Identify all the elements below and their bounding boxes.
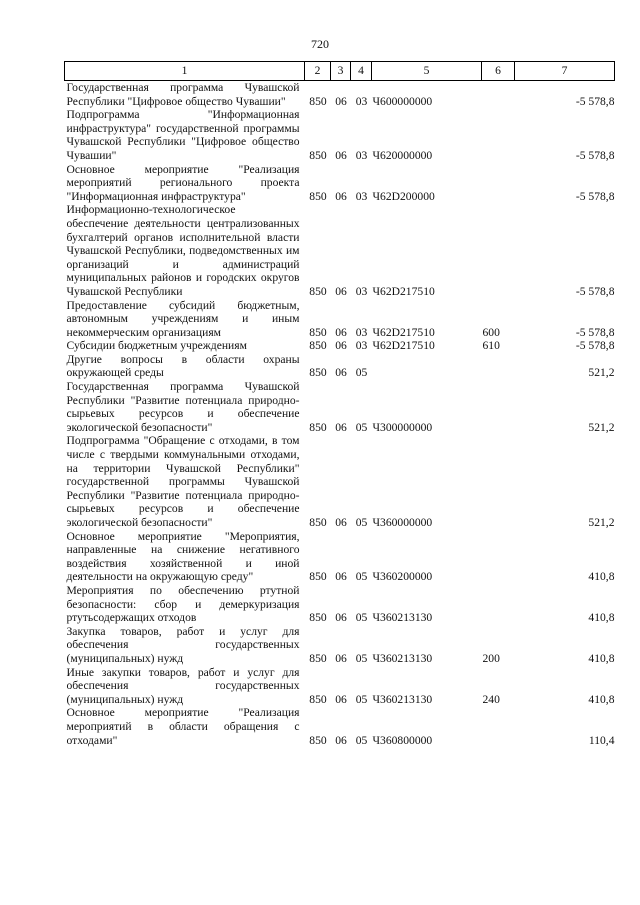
row-section-cell: 06 [335,339,347,353]
row-code-cell: Ч62D217510 [372,325,435,339]
row-sum-cell: 410,8 [588,570,615,584]
budget-table [64,61,615,747]
table-row [65,706,615,747]
row-sum-cell: -5 578,8 [575,148,615,162]
table-row [65,108,615,162]
row-name-cell: Основное мероприятие "Мероприятия, направленные на снижение негативного воздействия хозяйственной и иной деятельности на окружающую среду" [66,529,300,584]
row-grbs-cell: 850 [309,516,327,529]
row-subsection-cell: 05 [355,692,368,706]
row-section-cell: 06 [335,148,347,162]
row-section-cell: 06 [335,366,347,380]
row-code-cell: Ч360800000 [372,733,433,747]
row-expense-type-cell [482,584,515,625]
row-section-cell: 06 [335,189,347,203]
row-grbs-cell: 850 [309,611,327,625]
header-col-2: 2 [305,62,331,81]
row-section-cell: 06 [335,651,347,665]
row-code-cell: Ч62D217510 [372,284,435,298]
row-expense-type-cell: 200 [482,651,500,665]
table-row [65,434,615,529]
row-code-cell: Ч360213130 [372,651,433,665]
row-name-cell: Мероприятия по обеспечению ртутной безопасности: сбор и демеркуризация ртутьсодержащих отходов [66,583,300,625]
header-col-4: 4 [351,62,372,81]
row-subsection-cell: 05 [355,733,368,747]
row-subsection-cell: 05 [355,366,368,380]
row-name-cell: Государственная программа Чувашской Республики "Развитие потенциала природно-сырьевых ресурсов и обеспечение экологической безопасности" [66,380,300,434]
row-sum-cell: -5 578,8 [575,189,615,203]
table-row [65,584,615,625]
row-name-cell: Подпрограмма "Информационная инфраструктура" государственной программы Чувашской Республики "Цифровое общество Чувашии" [66,108,300,162]
row-grbs-cell: 850 [309,692,327,706]
row-sum-cell: 521,2 [588,366,615,380]
row-name-cell: Предоставление субсидий бюджетным, автономным учреждениям и иным некоммерческим организациям [66,298,300,339]
row-section-cell: 06 [335,284,347,298]
row-code-cell [372,353,482,380]
row-expense-type-cell [482,108,515,162]
row-subsection-cell: 03 [355,284,368,298]
header-col-5: 5 [372,62,482,81]
row-expense-type-cell [482,380,515,434]
row-name-cell: Другие вопросы в области охраны окружающей среды [66,352,300,380]
row-subsection-cell: 03 [355,94,368,108]
table-body [65,81,615,748]
row-sum-cell: 410,8 [588,651,615,665]
table-row [65,380,615,434]
row-expense-type-cell: 610 [482,339,500,353]
table-row [65,203,615,298]
row-section-cell: 06 [335,692,347,706]
row-subsection-cell: 03 [355,325,368,339]
header-col-1: 1 [65,62,305,81]
table-row [65,530,615,584]
row-name-cell: Основное мероприятие "Реализация мероприятий в области обращения с отходами" [66,706,300,747]
row-code-cell: Ч300000000 [372,420,433,434]
row-grbs-cell: 850 [309,420,327,434]
row-expense-type-cell [482,706,515,747]
header-col-3: 3 [331,62,351,81]
row-sum-cell: -5 578,8 [575,94,615,108]
table-row [65,163,615,204]
row-sum-cell: 410,8 [588,692,615,706]
row-code-cell: Ч600000000 [372,94,433,108]
row-code-cell: Ч62D200000 [372,189,435,203]
row-subsection-cell: 05 [355,516,368,529]
row-sum-cell: -5 578,8 [575,284,615,298]
row-sum-cell: 110,4 [588,733,615,747]
header-col-6: 6 [482,62,515,81]
row-section-cell: 06 [335,325,347,339]
row-grbs-cell: 850 [309,570,327,584]
row-grbs-cell: 850 [309,148,327,162]
row-code-cell: Ч62D217510 [372,339,435,353]
row-subsection-cell: 05 [355,651,368,665]
row-sum-cell: 521,2 [588,516,615,529]
row-name-cell: Основное мероприятие "Реализация мероприятий регионального проекта "Информационная инфраструктура" [66,162,300,203]
row-grbs-cell: 850 [309,189,327,203]
row-expense-type-cell [482,353,515,380]
row-sum-cell: -5 578,8 [575,339,615,353]
row-expense-type-cell [482,81,515,109]
row-code-cell: Ч360213130 [372,611,433,625]
row-subsection-cell: 03 [355,339,368,353]
row-subsection-cell: 05 [355,570,368,584]
row-sum-cell: 521,2 [588,420,615,434]
row-section-cell: 06 [335,733,347,747]
row-grbs-cell: 850 [309,325,327,339]
table-row [65,625,615,666]
row-expense-type-cell [482,203,515,298]
row-expense-type-cell: 600 [482,325,500,339]
row-section-cell: 06 [335,516,347,529]
table-row [65,299,615,340]
table-header-row [65,62,615,81]
row-sum-cell: -5 578,8 [575,325,615,339]
row-section-cell: 06 [335,570,347,584]
page-number: 720 [311,37,329,51]
table-row [65,353,615,380]
row-name-cell: Закупка товаров, работ и услуг для обеспечения государственных (муниципальных) нужд [66,624,300,665]
row-subsection-cell: 05 [355,611,368,625]
row-subsection-cell: 03 [355,189,368,203]
row-name-cell: Подпрограмма "Обращение с отходами, в том числе с твердыми коммунальными отходами, на территории Чувашской Республики" государственной программы Чувашской Республики "Развитие потенциала природно-сырьевых ресурсов и обеспечение экологической безопасности" [66,434,300,529]
row-grbs-cell: 850 [309,94,327,108]
row-name-cell: Иные закупки товаров, работ и услуг для обеспечения государственных (муниципальных) нужд [66,665,300,706]
row-subsection-cell: 03 [355,148,368,162]
row-grbs-cell: 850 [309,733,327,747]
row-section-cell: 06 [335,94,347,108]
row-code-cell: Ч620000000 [372,148,433,162]
row-expense-type-cell: 240 [482,692,500,706]
row-code-cell: Ч360213130 [372,692,433,706]
table-row [65,666,615,707]
row-section-cell: 06 [335,420,347,434]
row-grbs-cell: 850 [309,284,327,298]
row-expense-type-cell [482,434,515,529]
row-code-cell: Ч360000000 [372,516,433,529]
row-expense-type-cell [482,530,515,584]
row-section-cell: 06 [335,611,347,625]
table-row [65,81,615,109]
row-grbs-cell: 850 [309,339,327,353]
row-expense-type-cell [482,163,515,204]
row-name-cell: Субсидии бюджетным учреждениям [66,339,247,353]
header-col-7: 7 [515,62,615,81]
row-name-cell: Государственная программа Чувашской Республики "Цифровое общество Чувашии" [66,81,300,108]
row-code-cell: Ч360200000 [372,570,433,584]
row-grbs-cell: 850 [309,651,327,665]
row-sum-cell: 410,8 [588,611,615,625]
table-row [65,339,615,353]
row-grbs-cell: 850 [309,366,327,380]
row-name-cell: Информационно-технологическое обеспечение деятельности централизованных бухгалтерий органов исполнительной власти Чувашской Республики, подведомственных им организаций и администраций муниципальных районов и городских округов Чувашской Республики [66,203,300,298]
row-subsection-cell: 05 [355,420,368,434]
